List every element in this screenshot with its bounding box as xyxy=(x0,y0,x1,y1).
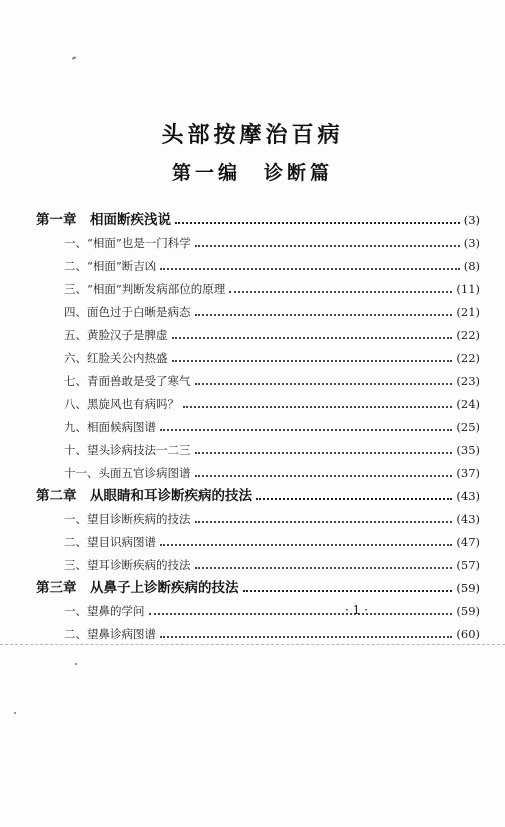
toc-entry-title: 第三章 从鼻子上诊断疾病的技法 xyxy=(36,580,239,596)
toc-dot-leader xyxy=(195,452,453,454)
toc-section-entry xyxy=(36,551,480,574)
toc-dot-leader xyxy=(172,337,453,339)
toc-section-entry xyxy=(36,597,480,620)
toc-entry-page: (3) xyxy=(463,236,480,250)
toc-entry-title: 十、望头诊病技法一二三 xyxy=(64,443,191,457)
toc-entry-title: 三、望耳诊断疾病的技法 xyxy=(64,558,191,572)
toc-entry-title: 二、望目识病图谱 xyxy=(64,535,156,549)
toc-chapter-entry xyxy=(36,574,480,597)
toc-section-entry xyxy=(36,275,480,298)
toc-dot-leader xyxy=(160,268,459,270)
toc-dot-leader xyxy=(195,475,453,477)
toc-section-entry xyxy=(36,252,480,275)
toc-chapter-entry xyxy=(36,482,480,505)
toc-section-entry xyxy=(36,620,480,643)
toc-section-entry xyxy=(36,390,480,413)
table-of-contents xyxy=(36,206,480,643)
toc-entry-page: (25) xyxy=(456,420,480,434)
toc-dot-leader xyxy=(175,222,460,224)
toc-entry-title: 八、黑旋风也有病吗？ xyxy=(64,397,179,411)
toc-dot-leader xyxy=(160,636,452,638)
toc-entry-page: (24) xyxy=(456,397,480,411)
toc-dot-leader xyxy=(160,544,452,546)
toc-section-entry xyxy=(36,298,480,321)
page-number: · 1 · xyxy=(345,603,368,617)
part-title: 第一编 诊断篇 xyxy=(171,162,333,184)
toc-entry-title: 七、青面兽敢是受了寒气 xyxy=(64,374,191,388)
toc-entry-page: (60) xyxy=(456,627,480,641)
toc-entry-page: (3) xyxy=(463,213,480,227)
toc-entry-title: 十一、头面五官诊病图谱 xyxy=(64,466,191,480)
scan-speck xyxy=(72,56,76,60)
toc-section-entry xyxy=(36,528,480,551)
toc-dot-leader xyxy=(195,245,460,247)
toc-entry-page: (59) xyxy=(456,581,480,595)
toc-entry-title: 一、望目诊断疾病的技法 xyxy=(64,512,191,526)
scan-edge-line xyxy=(0,644,505,645)
toc-entry-title: 五、黄脸汉子是脾虚 xyxy=(64,328,168,342)
toc-entry-page: (22) xyxy=(456,351,480,365)
toc-section-entry xyxy=(36,367,480,390)
toc-dot-leader xyxy=(256,498,452,500)
toc-dot-leader xyxy=(195,567,453,569)
toc-entry-page: (43) xyxy=(456,489,480,503)
toc-entry-page: (21) xyxy=(456,305,480,319)
toc-entry-title: 一、望鼻的学问 xyxy=(64,604,145,618)
toc-entry-page: (37) xyxy=(456,466,480,480)
toc-section-entry xyxy=(36,459,480,482)
toc-entry-title: 九、相面候病图谱 xyxy=(64,420,156,434)
toc-entry-page: (35) xyxy=(456,443,480,457)
toc-section-entry xyxy=(36,229,480,252)
toc-section-entry xyxy=(36,436,480,459)
toc-section-entry xyxy=(36,321,480,344)
toc-entry-page: (59) xyxy=(456,604,480,618)
book-title: 头部按摩治百病 xyxy=(161,123,344,148)
toc-entry-title: 六、红脸关公内热盛 xyxy=(64,351,168,365)
toc-entry-page: (22) xyxy=(456,328,480,342)
toc-entry-title: 三、“相面”判断发病部位的原理 xyxy=(64,282,226,296)
toc-entry-page: (57) xyxy=(456,558,480,572)
toc-entry-title: 第二章 从眼睛和耳诊断疾病的技法 xyxy=(36,488,252,504)
toc-dot-leader xyxy=(243,590,453,592)
toc-entry-title: 二、“相面”断吉凶 xyxy=(64,259,157,273)
toc-section-entry xyxy=(36,344,480,367)
toc-dot-leader xyxy=(160,429,452,431)
toc-entry-page: (11) xyxy=(456,282,480,296)
toc-dot-leader xyxy=(195,521,453,523)
toc-dot-leader xyxy=(149,613,453,615)
toc-dot-leader xyxy=(183,406,452,408)
toc-entry-page: (23) xyxy=(456,374,480,388)
toc-entry-title: 二、望鼻诊病图谱 xyxy=(64,627,156,641)
toc-chapter-entry xyxy=(36,206,480,229)
toc-entry-page: (43) xyxy=(456,512,480,526)
scan-speck xyxy=(75,663,77,665)
toc-section-entry xyxy=(36,505,480,528)
toc-dot-leader xyxy=(195,314,453,316)
toc-section-entry xyxy=(36,413,480,436)
toc-entry-page: (8) xyxy=(463,259,480,273)
toc-entry-page: (47) xyxy=(456,535,480,549)
toc-dot-leader xyxy=(195,383,453,385)
toc-entry-title: 一、“相面”也是一门科学 xyxy=(64,236,191,250)
toc-dot-leader xyxy=(172,360,453,362)
toc-dot-leader xyxy=(229,291,452,293)
scan-speck xyxy=(14,712,16,714)
toc-entry-title: 第一章 相面断疾浅说 xyxy=(36,212,171,228)
toc-entry-title: 四、面色过于白晰是病态 xyxy=(64,305,191,319)
